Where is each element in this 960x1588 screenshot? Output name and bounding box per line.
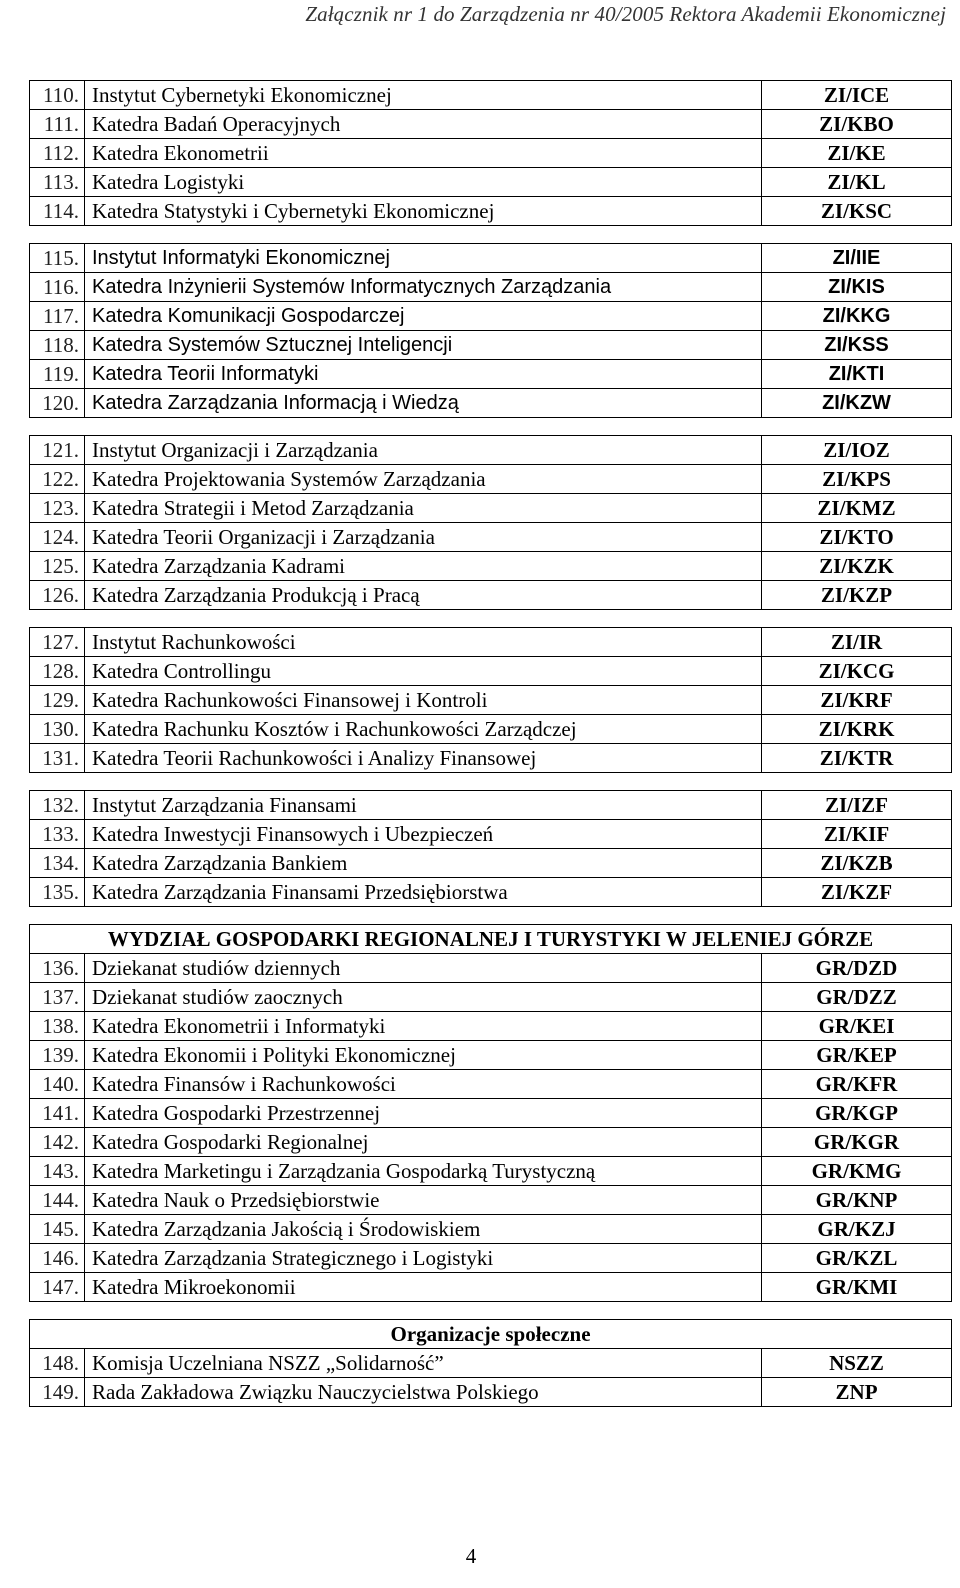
table-row <box>30 331 952 360</box>
unit-name: Katedra Systemów Sztucznej Inteligencji <box>85 331 762 360</box>
unit-name: Katedra Inżynierii Systemów Informatycznych Zarządzania <box>85 273 762 302</box>
row-number: 132. <box>30 791 85 820</box>
row-number: 148. <box>30 1349 85 1378</box>
unit-code: ZI/KPS <box>762 465 952 494</box>
table-row <box>30 1157 952 1186</box>
table-row <box>30 139 952 168</box>
unit-name: Katedra Teorii Informatyki <box>85 360 762 389</box>
row-number: 125. <box>30 552 85 581</box>
table-row <box>30 878 952 907</box>
unit-name: Katedra Ekonometrii i Informatyki <box>85 1012 762 1041</box>
unit-code: GR/DZD <box>762 954 952 983</box>
unit-name: Katedra Ekonomii i Polityki Ekonomicznej <box>85 1041 762 1070</box>
unit-name: Katedra Logistyki <box>85 168 762 197</box>
unit-table <box>29 80 952 226</box>
row-number: 140. <box>30 1070 85 1099</box>
unit-code: NSZZ <box>762 1349 952 1378</box>
unit-code: GR/KFR <box>762 1070 952 1099</box>
table-row <box>30 81 952 110</box>
unit-tables <box>29 80 951 1424</box>
unit-code: ZI/KE <box>762 139 952 168</box>
unit-name: Katedra Zarządzania Informacją i Wiedzą <box>85 389 762 418</box>
section-title: Organizacje społeczne <box>30 1320 952 1349</box>
unit-name: Katedra Marketingu i Zarządzania Gospodarką Turystyczną <box>85 1157 762 1186</box>
table-row <box>30 1186 952 1215</box>
table-row <box>30 360 952 389</box>
unit-code: ZI/IIE <box>762 244 952 273</box>
unit-code: ZI/KZB <box>762 849 952 878</box>
row-number: 129. <box>30 686 85 715</box>
row-number: 121. <box>30 436 85 465</box>
unit-code: ZI/KZP <box>762 581 952 610</box>
row-number: 142. <box>30 1128 85 1157</box>
unit-name: Katedra Gospodarki Regionalnej <box>85 1128 762 1157</box>
unit-code: GR/KZJ <box>762 1215 952 1244</box>
unit-code: ZI/KTR <box>762 744 952 773</box>
unit-code: ZI/IZF <box>762 791 952 820</box>
unit-name: Dziekanat studiów zaocznych <box>85 983 762 1012</box>
unit-name: Katedra Mikroekonomii <box>85 1273 762 1302</box>
table-row <box>30 954 952 983</box>
unit-table <box>29 1319 952 1407</box>
table-row <box>30 168 952 197</box>
unit-name: Katedra Komunikacji Gospodarczej <box>85 302 762 331</box>
unit-name: Katedra Zarządzania Strategicznego i Logistyki <box>85 1244 762 1273</box>
unit-code: ZI/KL <box>762 168 952 197</box>
row-number: 115. <box>30 244 85 273</box>
unit-code: ZI/KIS <box>762 273 952 302</box>
table-row <box>30 628 952 657</box>
table-row <box>30 983 952 1012</box>
unit-name: Katedra Badań Operacyjnych <box>85 110 762 139</box>
table-row <box>30 1099 952 1128</box>
unit-name: Katedra Rachunkowości Finansowej i Kontroli <box>85 686 762 715</box>
unit-table <box>29 627 952 773</box>
row-number: 144. <box>30 1186 85 1215</box>
row-number: 131. <box>30 744 85 773</box>
unit-code: ZI/KRK <box>762 715 952 744</box>
row-number: 143. <box>30 1157 85 1186</box>
unit-code: ZI/KTO <box>762 523 952 552</box>
unit-name: Katedra Gospodarki Przestrzennej <box>85 1099 762 1128</box>
unit-code: GR/KEI <box>762 1012 952 1041</box>
row-number: 116. <box>30 273 85 302</box>
row-number: 117. <box>30 302 85 331</box>
unit-name: Katedra Ekonometrii <box>85 139 762 168</box>
unit-code: GR/KMG <box>762 1157 952 1186</box>
unit-name: Instytut Zarządzania Finansami <box>85 791 762 820</box>
unit-name: Katedra Inwestycji Finansowych i Ubezpieczeń <box>85 820 762 849</box>
unit-name: Katedra Statystyki i Cybernetyki Ekonomicznej <box>85 197 762 226</box>
row-number: 146. <box>30 1244 85 1273</box>
unit-name: Katedra Projektowania Systemów Zarządzania <box>85 465 762 494</box>
row-number: 138. <box>30 1012 85 1041</box>
row-number: 136. <box>30 954 85 983</box>
unit-code: ZI/KZW <box>762 389 952 418</box>
row-number: 149. <box>30 1378 85 1407</box>
row-number: 120. <box>30 389 85 418</box>
unit-name: Katedra Zarządzania Jakością i Środowiskiem <box>85 1215 762 1244</box>
table-row <box>30 389 952 418</box>
unit-code: ZI/KSC <box>762 197 952 226</box>
row-number: 112. <box>30 139 85 168</box>
table-row <box>30 657 952 686</box>
unit-code: ZI/KMZ <box>762 494 952 523</box>
unit-name: Katedra Zarządzania Finansami Przedsiębiorstwa <box>85 878 762 907</box>
unit-name: Instytut Rachunkowości <box>85 628 762 657</box>
unit-code: GR/KGP <box>762 1099 952 1128</box>
unit-code: ZI/KIF <box>762 820 952 849</box>
row-number: 134. <box>30 849 85 878</box>
unit-name: Komisja Uczelniana NSZZ „Solidarność” <box>85 1349 762 1378</box>
unit-code: GR/DZZ <box>762 983 952 1012</box>
row-number: 130. <box>30 715 85 744</box>
table-row <box>30 552 952 581</box>
row-number: 111. <box>30 110 85 139</box>
page-number: 4 <box>465 1544 477 1568</box>
table-row <box>30 1349 952 1378</box>
table-row <box>30 686 952 715</box>
row-number: 137. <box>30 983 85 1012</box>
unit-code: ZI/KKG <box>762 302 952 331</box>
unit-name: Katedra Rachunku Kosztów i Rachunkowości Zarządczej <box>85 715 762 744</box>
unit-code: GR/KNP <box>762 1186 952 1215</box>
row-number: 145. <box>30 1215 85 1244</box>
unit-code: GR/KZL <box>762 1244 952 1273</box>
row-number: 147. <box>30 1273 85 1302</box>
unit-name: Rada Zakładowa Związku Nauczycielstwa Polskiego <box>85 1378 762 1407</box>
unit-code: ZI/KBO <box>762 110 952 139</box>
row-number: 118. <box>30 331 85 360</box>
row-number: 123. <box>30 494 85 523</box>
unit-table <box>29 243 952 418</box>
table-row <box>30 302 952 331</box>
unit-table <box>29 790 952 907</box>
unit-name: Instytut Organizacji i Zarządzania <box>85 436 762 465</box>
unit-table <box>29 924 952 1302</box>
unit-code: ZI/KCG <box>762 657 952 686</box>
unit-name: Katedra Strategii i Metod Zarządzania <box>85 494 762 523</box>
unit-code: ZI/KZK <box>762 552 952 581</box>
row-number: 114. <box>30 197 85 226</box>
table-row <box>30 273 952 302</box>
table-row <box>30 849 952 878</box>
unit-code: ZI/IOZ <box>762 436 952 465</box>
table-row <box>30 1273 952 1302</box>
row-number: 122. <box>30 465 85 494</box>
table-row <box>30 791 952 820</box>
table-row <box>30 1244 952 1273</box>
unit-name: Dziekanat studiów dziennych <box>85 954 762 983</box>
section-title-row <box>30 1320 952 1349</box>
row-number: 128. <box>30 657 85 686</box>
table-row <box>30 715 952 744</box>
unit-name: Katedra Zarządzania Bankiem <box>85 849 762 878</box>
row-number: 139. <box>30 1041 85 1070</box>
table-row <box>30 1215 952 1244</box>
unit-code: ZI/ICE <box>762 81 952 110</box>
unit-table <box>29 435 952 610</box>
table-row <box>30 197 952 226</box>
unit-code: ZI/KZF <box>762 878 952 907</box>
unit-code: ZI/KTI <box>762 360 952 389</box>
table-row <box>30 1378 952 1407</box>
unit-name: Instytut Cybernetyki Ekonomicznej <box>85 81 762 110</box>
unit-name: Katedra Teorii Organizacji i Zarządzania <box>85 523 762 552</box>
table-row <box>30 436 952 465</box>
section-title: WYDZIAŁ GOSPODARKI REGIONALNEJ I TURYSTYKI W JELENIEJ GÓRZE <box>30 925 952 954</box>
unit-name: Katedra Controllingu <box>85 657 762 686</box>
table-row <box>30 1070 952 1099</box>
table-row <box>30 1012 952 1041</box>
unit-code: GR/KMI <box>762 1273 952 1302</box>
row-number: 119. <box>30 360 85 389</box>
table-row <box>30 244 952 273</box>
row-number: 135. <box>30 878 85 907</box>
row-number: 133. <box>30 820 85 849</box>
unit-code: ZI/KSS <box>762 331 952 360</box>
unit-name: Katedra Zarządzania Kadrami <box>85 552 762 581</box>
section-title-row <box>30 925 952 954</box>
table-row <box>30 581 952 610</box>
row-number: 124. <box>30 523 85 552</box>
row-number: 110. <box>30 81 85 110</box>
row-number: 141. <box>30 1099 85 1128</box>
document-header: Załącznik nr 1 do Zarządzenia nr 40/2005 Rektora Akademii Ekonomicznej <box>305 2 946 26</box>
unit-name: Instytut Informatyki Ekonomicznej <box>85 244 762 273</box>
unit-code: GR/KEP <box>762 1041 952 1070</box>
table-row <box>30 523 952 552</box>
table-row <box>30 110 952 139</box>
table-row <box>30 465 952 494</box>
row-number: 113. <box>30 168 85 197</box>
row-number: 126. <box>30 581 85 610</box>
table-row <box>30 1041 952 1070</box>
table-row <box>30 744 952 773</box>
unit-code: ZI/KRF <box>762 686 952 715</box>
unit-code: GR/KGR <box>762 1128 952 1157</box>
table-row <box>30 1128 952 1157</box>
table-row <box>30 820 952 849</box>
unit-name: Katedra Finansów i Rachunkowości <box>85 1070 762 1099</box>
row-number: 127. <box>30 628 85 657</box>
unit-code: ZI/IR <box>762 628 952 657</box>
unit-name: Katedra Zarządzania Produkcją i Pracą <box>85 581 762 610</box>
table-row <box>30 494 952 523</box>
unit-name: Katedra Nauk o Przedsiębiorstwie <box>85 1186 762 1215</box>
unit-name: Katedra Teorii Rachunkowości i Analizy Finansowej <box>85 744 762 773</box>
unit-code: ZNP <box>762 1378 952 1407</box>
